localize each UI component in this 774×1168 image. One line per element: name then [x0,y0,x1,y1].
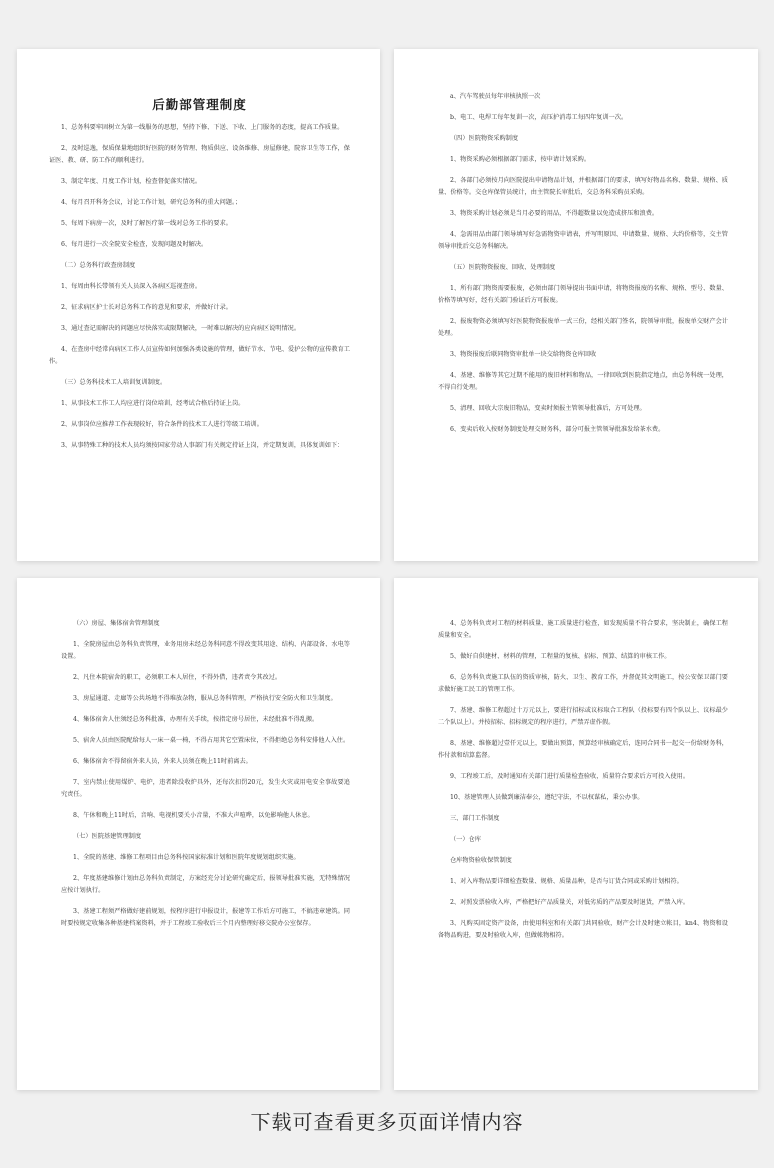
document-page-1 [17,49,380,561]
paragraph: （七）医院基建管理制度 [73,833,142,840]
paragraph: 6、总务科负责施工队伍的资质审核，防火、卫生、教育工作，并督促其文明施工，按公安保卫部门要求做好施工民工的管理工作。 [438,674,728,693]
paragraph: a、汽车驾驶员每年审核执照一次 [450,93,541,100]
paragraph: 3、物资采购计划必须是当月必要的用品，不得超数量以免造成挤压和浪费。 [450,210,659,217]
paragraph: 4、基建、维修等其它过期不能用的废旧材料和物品，一律回收到医院指定地点，由总务科统一处理，不得自行处理。 [438,372,728,391]
paragraph: 3、房屋通道、走廊等公共场地不得堆放杂物，服从总务科管理，严格执行安全防火和卫生制度。 [73,695,337,702]
paragraph: 5、清理、回收大宗废旧物品，变卖时须报主管领导批准后，方可处理。 [450,405,646,412]
paragraph: 1、全院的基建、维修工程项目由总务科按国家标准计划和医院年度规划组织实施。 [73,854,300,861]
document-page-3 [17,578,380,1090]
paragraph: 2、征求病区护士长对总务科工作的意见和要求，并做好计录。 [61,304,232,311]
paragraph: （六）房屋、集体宿舍管理制度 [73,620,160,627]
paragraph: 6、集体宿舍不得留宿外来人员，外来人员须在晚上11时前离去。 [73,758,252,765]
paragraph: 3、物资报废后联同物资审批单一块交给物资仓库回收 [450,351,597,358]
paragraph: 1、物资采购必须根据部门需求，按申请计划采购。 [450,156,591,163]
paragraph: 8、基建、维修超过壹仟元以上，要做出预算，预算经审核确定后，连同合同书一起交一份给财务科，作付款和结算监督。 [438,740,728,759]
page-body [49,122,350,452]
paragraph: （一）仓库 [450,836,481,843]
page-body [438,618,728,942]
paragraph: 3、通过查记需解决的问题应尽快落实或限期解决，一时难以解决的应向病区说明情况。 [61,325,301,332]
paragraph: 2、及时巡逸，保质保量地组织好医院的财务管理、物质供应、设备维修、房屋修建，院容卫生等工作，保证医、教、研、防工作的顺利进行。 [49,145,350,164]
paragraph: （二）总务科行政查房制度 [61,262,136,269]
paragraph: 2、各部门必须按月向医院提出申请物品计划，并根据部门的要求，填写好物品名称、数量、规格、质量、价格等。交仓库保管员统计，由主管院长审批后，交总务科采购员采购。 [438,177,728,196]
paragraph: 1、总务科要牢固树立为第一线服务的思想，坚持下修、下送、下收、上门服务的态度，提高工作质量。 [61,124,344,131]
paragraph: 1、全院房屋由总务科负责管理，业务用房未经总务科同意不得改变其用途、结构、内部设备、水电等设置。 [61,641,350,660]
paragraph: 2、从事岗位应推荐工作表现较好，符合条件的技术工人进行等级工培训。 [61,421,263,428]
page-body [438,91,728,436]
paragraph: 7、基建、维修工程超过十万元以上，要进行招标或议标取合工程队（投标要有四个队以上、议标最少二个队以上）。并按招标、招标规定的程序进行，严禁弄虚作假。 [438,707,728,726]
paragraph: 2、对照发票验收入库，严格把好产品质量关，对低劣质的产品要及时退货，严禁入库。 [450,899,690,906]
paragraph: 6、每月进行一次全院安全检查，发现问题及时解决。 [61,241,208,248]
paragraph: 7、室内禁止使用煤炉、电炉，违者除没收炉具外，还每次扣罚20元，发生火灾或用电安全事故要追究责任。 [61,779,350,798]
paragraph: 2、凡住本院宿舍的职工，必须职工本人居住，不得外借，违者责令其改过。 [73,674,282,681]
page-body [61,618,350,930]
paragraph: 2、报废物资必须填写好医院物资报废单一式三份，经相关部门签名，院领导审批，报废单交财产会计处理。 [438,318,728,337]
document-page-4 [394,578,758,1090]
paragraph: 3、从事特殊工种的技术人员均须按国家劳动人事部门有关规定持证上岗，并定期复训，具体复训如下： [61,442,344,449]
paragraph: 1、对入库物品要详细检查数量、规格、质量品种，是否与订货合同或采购计划相符。 [450,878,683,885]
paragraph: 5、做好自供建材、材料的管理，工程量的复核、招标、预算、结算的审核工作。 [450,653,671,660]
paragraph: 3、凡购买固定资产设备，由使用科室和有关部门共同验收，财产会计及时建立帐目，kn4、物资和设备物品购进，要及时验收入库，但做帐物相符。 [438,920,728,939]
paragraph: （四）医院物资采购制度 [450,135,519,142]
paragraph: 5、宿舍人员由医院配给每人一床一桌一椅，不得占用其它空置床位，不得拒绝总务科安排他人入住。 [73,737,350,744]
paragraph: 1、所有部门物资需要报废，必须由部门领导提出书面申请，将物资报废的名称、规格、型号、数量、价格等填写好，经有关部门验证后方可报废。 [438,285,728,304]
paragraph: 1、从事技术工作工人均应进行岗位培训，经考试合格后持证上岗。 [61,400,245,407]
paragraph: （三）总务科技术工人培训复训制度。 [61,379,167,386]
paragraph: 仓库物资验收保管制度 [450,857,512,864]
paragraph: 9、工程竣工后，及时通知有关部门进行质量检查验收，质量符合要求后方可投入使用。 [450,773,690,780]
paragraph: 4、每月召开科务会议，讨论工作计划，研究总务科的重大问题。； [61,199,242,206]
paragraph: 三、部门工作制度 [450,815,500,822]
paragraph: 1、每周由科长带领有关人员深入各病区巡视查房。 [61,283,202,290]
paragraph: 5、每周下病房一次，及时了解医疗第一线对总务工作的要求。 [61,220,232,227]
paragraph: 3、制定年度、月度工作计划，检查督促落实情况。 [61,178,202,185]
paragraph: 6、变卖后收入按财务制度处理交财务科，部分可报主管领导批准发给茶水费。 [450,426,665,433]
paragraph: 3、基建工程须严格做好建前规划，按程序进行申报设计，报建等工作后方可施工，不搞违章建筑。同时要按规定收集各种基建档案资料，并于工程竣工验收后三个月内整理好移交院办公室保存。 [61,908,350,927]
download-more-caption[interactable]: 下载可查看更多页面详情内容 [250,1110,524,1134]
paragraph: 8、午休和晚上11时后，音响、电视机要关小音量，不准大声喧哗，以免影响他人休息。 [73,812,314,819]
paragraph: 2、年度基建维修计划由总务科负责制定，方案经充分讨论研究确定后，报领导批准实施，无特殊情况应按计划执行。 [61,875,350,894]
paragraph: b、电工、电焊工每年复训一次，高压护消毒工每四年复训一次。 [450,114,628,121]
paragraph: 4、集体宿舍人住须经总务科批准，办理有关手续，按指定房号居住，未经批准不得乱搬。 [73,716,319,723]
document-title: 后勤部管理制度 [152,97,247,112]
paragraph: 4、在查房中经常向病区工作人员宣传如何加强各类设施的管理，做好节水、节电、爱护公物的宣传教育工作。 [49,346,350,365]
paragraph: 4、总务科负责对工程的材料质量、施工质量进行检查，如发现质量不符合要求，坚决制止，确保工程质量和安全。 [438,620,728,639]
paragraph: （五）医院物资报废、回收、处理制度 [450,264,556,271]
paragraph: 4、急需用品由部门领导填写好急需物资申请表，并写明原因、申请数量、规格、大约价格等，交主管领导审批后交总务科解决。 [438,231,728,250]
document-page-2 [394,49,758,561]
paragraph: 10、基建管理人员做到廉洁奉公，遵纪守法，不以权谋私，秉公办事。 [450,794,644,801]
